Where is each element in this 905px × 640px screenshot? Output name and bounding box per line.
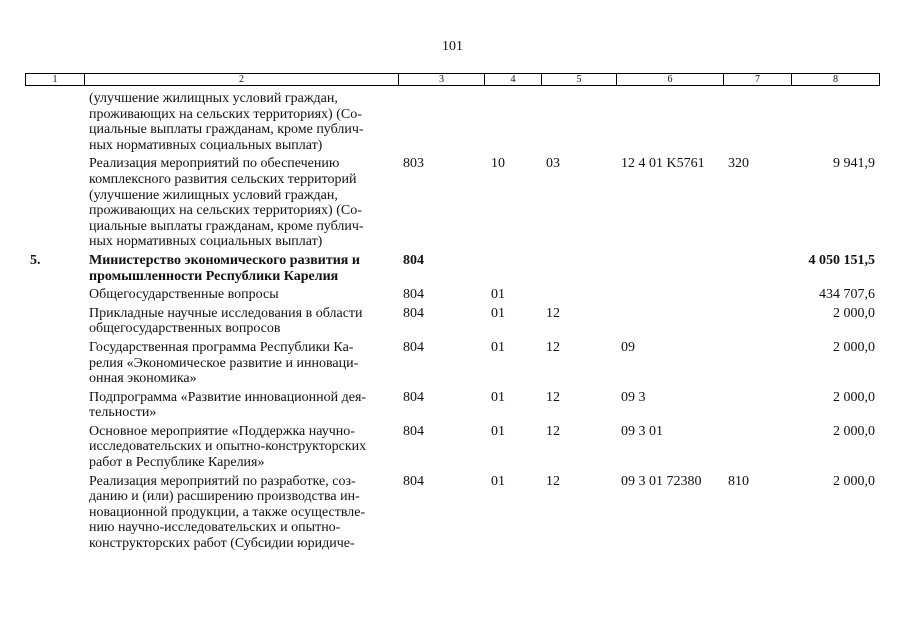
row-name: Основное мероприятие «Поддержка научно- исследовательских и опытно-конструкторских работ в Республике Карелия» — [89, 423, 367, 471]
section-code: 01 — [491, 305, 505, 321]
amount: 2 000,0 — [833, 473, 875, 489]
target-article-code: 09 3 — [621, 389, 646, 405]
header-col-1: 1 — [26, 74, 85, 86]
subsection-code: 12 — [546, 305, 560, 321]
section-code: 01 — [491, 473, 505, 489]
subsection-code: 12 — [546, 389, 560, 405]
row-name: Общегосударственные вопросы — [89, 287, 279, 303]
section-code: 01 — [491, 423, 505, 439]
table-row — [25, 156, 879, 250]
table-row — [25, 287, 879, 303]
amount: 9 941,9 — [833, 156, 875, 172]
header-col-8: 8 — [792, 74, 880, 86]
table-row — [25, 424, 879, 471]
section-code: 10 — [491, 156, 505, 172]
table-row — [25, 340, 879, 387]
ministry-code: 804 — [403, 473, 424, 489]
row-name: Подпрограмма «Развитие инновационной дея- тельности» — [89, 389, 367, 421]
subsection-code: 12 — [546, 473, 560, 489]
section-code: 01 — [491, 287, 505, 303]
header-col-2: 2 — [85, 74, 399, 86]
column-number-header — [25, 73, 880, 86]
row-name: Реализация мероприятий по обеспечению комплексного развития сельских территорий (улучшение жилищных условий граждан, проживающих на сельских территориях) (Со- циальные выплаты гражданам, кроме публич- ных нормативных социальных выплат) — [89, 156, 364, 250]
budget-table-body — [25, 91, 879, 555]
expense-type-code: 810 — [728, 473, 749, 489]
amount: 2 000,0 — [833, 423, 875, 439]
header-col-7: 7 — [724, 74, 792, 86]
subsection-code: 12 — [546, 423, 560, 439]
amount: 4 050 151,5 — [808, 252, 875, 268]
ministry-code: 804 — [403, 305, 424, 321]
ministry-code: 804 — [403, 339, 424, 355]
ministry-code: 803 — [403, 156, 424, 172]
ministry-code: 804 — [403, 389, 424, 405]
expense-type-code: 320 — [728, 156, 749, 172]
target-article-code: 09 — [621, 339, 635, 355]
subsection-code: 12 — [546, 339, 560, 355]
header-col-5: 5 — [542, 74, 617, 86]
amount: 2 000,0 — [833, 305, 875, 321]
target-article-code: 12 4 01 K5761 — [621, 156, 705, 172]
table-row — [25, 474, 879, 552]
target-article-code: 09 3 01 72380 — [621, 473, 702, 489]
section-code: 01 — [491, 339, 505, 355]
row-name: Прикладные научные исследования в области общегосударственных вопросов — [89, 305, 363, 337]
table-row — [25, 91, 879, 153]
table-row-ministry — [25, 253, 879, 284]
target-article-code: 09 3 01 — [621, 423, 663, 439]
table-row — [25, 390, 879, 421]
ministry-code: 804 — [403, 252, 424, 268]
header-col-3: 3 — [399, 74, 485, 86]
amount: 2 000,0 — [833, 389, 875, 405]
row-name: Государственная программа Республики Ка- релия «Экономическое развитие и инноваци- онная экономика» — [89, 339, 359, 387]
page-number: 101 — [442, 39, 463, 54]
header-col-4: 4 — [485, 74, 542, 86]
subsection-code: 03 — [546, 156, 560, 172]
row-number: 5. — [30, 252, 41, 268]
row-name: Министерство экономического развития и промышленности Республики Карелия — [89, 252, 360, 284]
row-name: Реализация мероприятий по разработке, соз- данию и (или) расширению производства ин- новационной продукции, а также осуществле- нию научно-исследовательских и опытно- конструкторских работ (Субсидии юридиче- — [89, 473, 366, 552]
ministry-code: 804 — [403, 287, 424, 303]
amount: 2 000,0 — [833, 339, 875, 355]
ministry-code: 804 — [403, 423, 424, 439]
row-name: (улучшение жилищных условий граждан, проживающих на сельских территориях) (Со- циальные выплаты гражданам, кроме публич- ных нормативных социальных выплат) — [89, 91, 364, 153]
section-code: 01 — [491, 389, 505, 405]
amount: 434 707,6 — [819, 287, 875, 303]
table-row — [25, 306, 879, 337]
header-col-6: 6 — [617, 74, 724, 86]
